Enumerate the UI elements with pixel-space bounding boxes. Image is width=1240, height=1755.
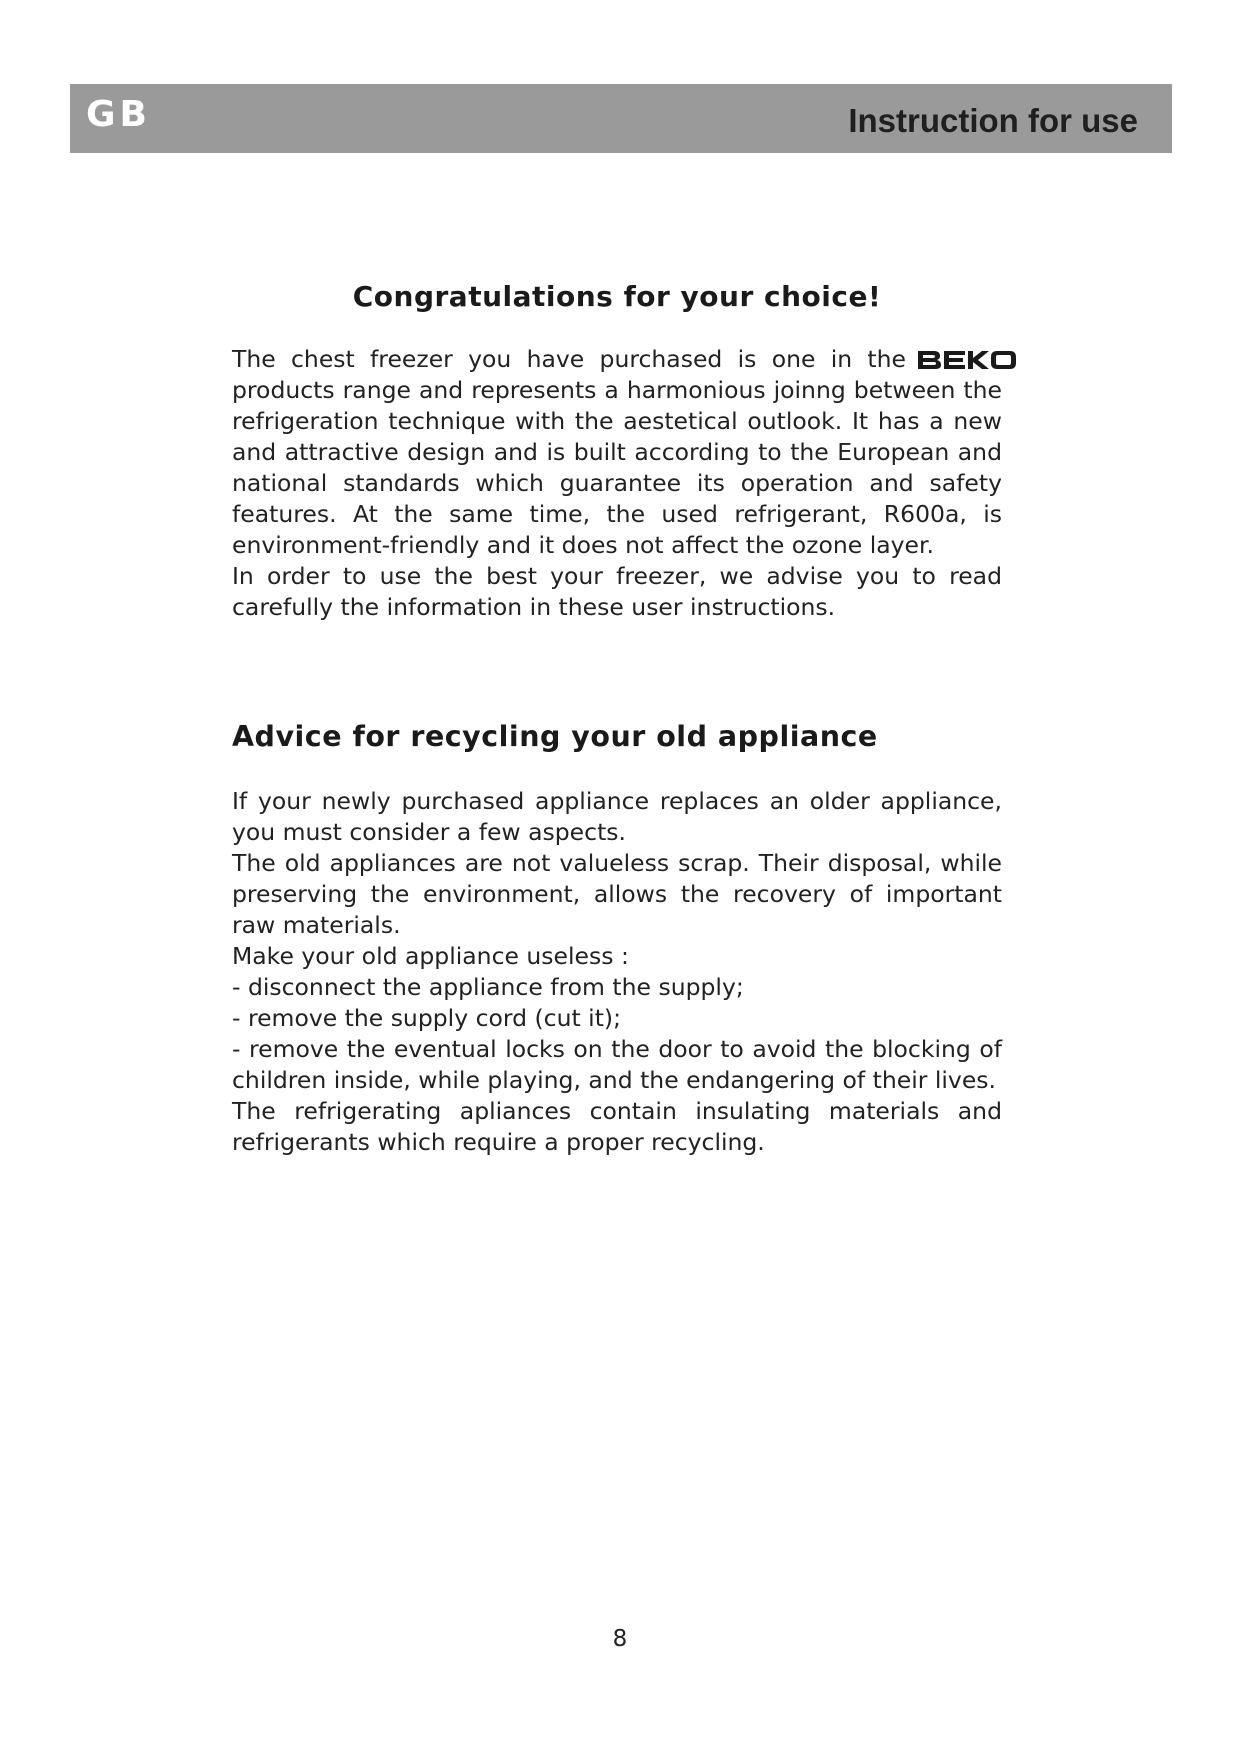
header-bar	[70, 84, 1172, 153]
intro-heading: Congratulations for your choice!	[352, 280, 882, 313]
intro-first-line-text: The chest freezer you have purchased is one in the	[232, 345, 906, 373]
recycling-section	[232, 786, 1002, 1158]
intro-paragraph	[232, 344, 1002, 623]
recycling-list-item: - remove the supply cord (cut it);	[232, 1004, 622, 1032]
document-title: Instruction for use	[848, 102, 1138, 139]
recycling-list-item: - remove the eventual locks on the door to avoid the blocking of children inside, while playing, and the endangering of their lives.	[232, 1035, 1002, 1094]
intro-advice-paragraph: In order to use the best your freezer, we advise you to read carefully the information in these user instructions.	[232, 562, 1002, 621]
recycling-paragraph: If your newly purchased appliance replaces an older appliance, you must consider a few aspects.	[232, 787, 1002, 846]
recycling-list-item: - disconnect the appliance from the supply;	[232, 973, 744, 1001]
beko-logo	[916, 349, 1018, 371]
page-number: 8	[612, 1626, 628, 1652]
intro-first-line	[232, 344, 1002, 375]
intro-paragraph-rest: products range and represents a harmonious joinng between the refrigeration technique with the aestetical outlook. It has a new and attractive design and is built according to the European and national standards which guarantee its operation and safety features. At the same time, the used refrigerant, R600a, is environment-friendly and it does not affect the ozone layer.	[232, 376, 1002, 559]
language-code: GB	[86, 94, 151, 135]
recycling-paragraph: Make your old appliance useless :	[232, 942, 629, 970]
beko-logo-text: BEKO	[916, 348, 919, 350]
recycling-paragraph: The old appliances are not valueless scrap. Their disposal, while preserving the environment, allows the recovery of important raw materials.	[232, 849, 1002, 939]
recycling-heading: Advice for recycling your old appliance	[232, 720, 878, 753]
recycling-paragraph: The refrigerating apliances contain insulating materials and refrigerants which require a proper recycling.	[232, 1097, 1002, 1156]
